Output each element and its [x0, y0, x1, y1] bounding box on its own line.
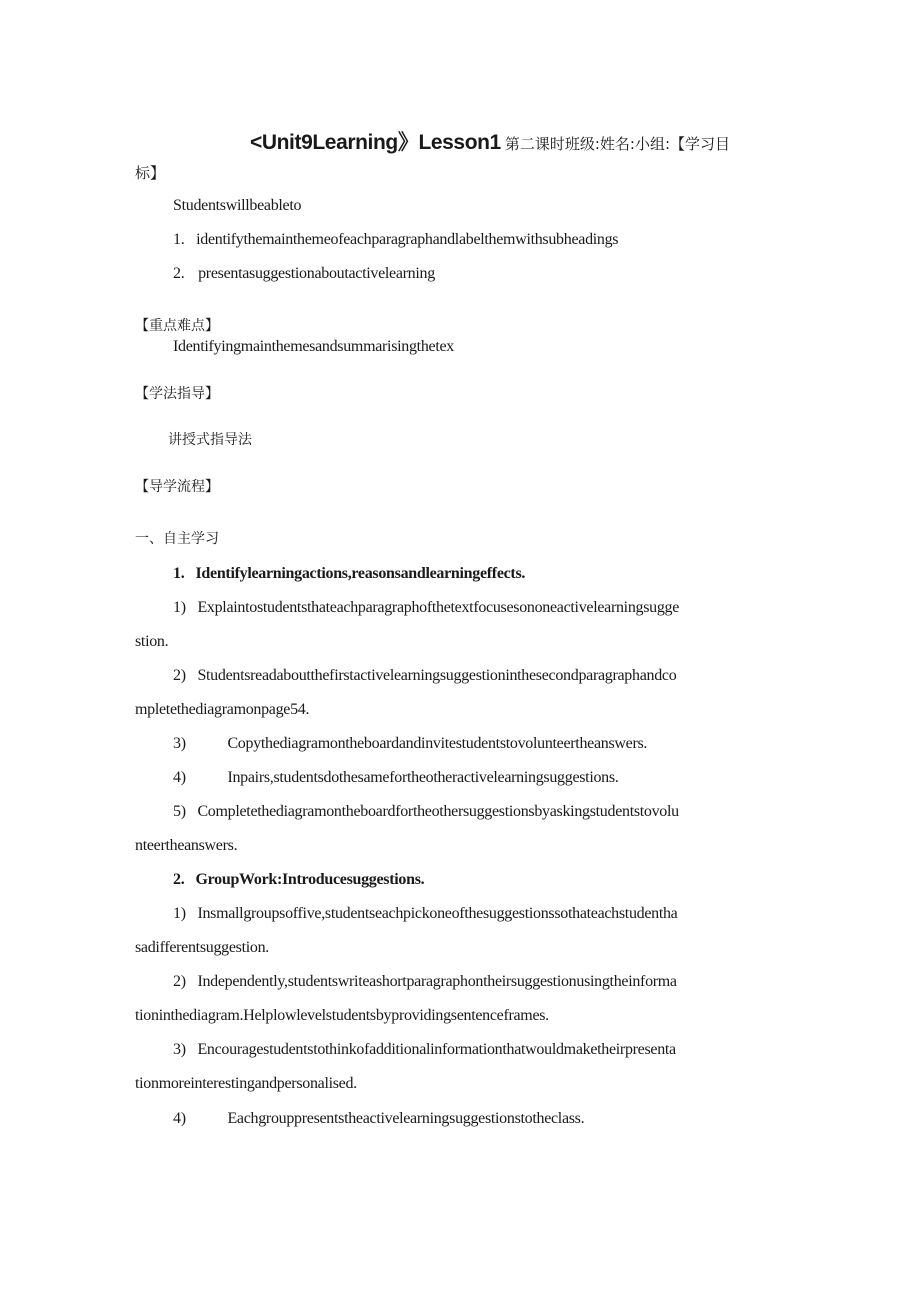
step-num: 4): [173, 1110, 186, 1127]
task2-step-2-cont: tioninthediagram.Helplowlevelstudentsbyprovidingsentenceframes.: [135, 1007, 549, 1024]
objective-text: presentasuggestionaboutactivelearning: [198, 265, 435, 282]
step-num: 5): [173, 803, 186, 820]
title-main: <Unit9Learning》Lesson1: [250, 131, 501, 154]
objective-item-2: [173, 265, 435, 283]
step-num: 3): [173, 735, 186, 752]
task1-step-2-cont: mpletethediagramonpage54.: [135, 701, 310, 718]
key-points-text: Identifyingmainthemesandsummarisingthetex: [173, 338, 454, 355]
task2-title: 2. GroupWork:Introducesuggestions.: [173, 871, 425, 888]
objective-item-1: [173, 231, 618, 249]
step-text: Inpairs,studentsdothesamefortheotheractivelearningsuggestions.: [227, 769, 619, 786]
step-text: Explaintostudentsthateachparagraphofthetextfocusesononeactivelearningsugge: [197, 599, 680, 616]
task2-step-4: [173, 1110, 584, 1128]
key-points-heading: 【重点难点】: [135, 318, 219, 334]
process-heading: 【导学流程】: [135, 479, 219, 495]
step-num: 1): [173, 905, 186, 922]
step-num: 3): [173, 1041, 186, 1058]
section1-heading: 一、自主学习: [135, 531, 219, 547]
task1-step-5: [173, 803, 679, 821]
objective-num: 2.: [173, 265, 185, 282]
task2-step-1: [173, 905, 678, 923]
step-text: Encouragestudentstothinkofadditionalinformationthatwouldmaketheirpresenta: [197, 1041, 676, 1058]
objective-num: 1.: [173, 231, 185, 248]
task2-step-1-cont: sadifferentsuggestion.: [135, 939, 269, 956]
task1-step-3: [173, 735, 647, 753]
step-text: Insmallgroupsoffive,studentseachpickoneofthesuggestionssothateachstudentha: [197, 905, 678, 922]
page-title: [250, 126, 730, 156]
task1-step-2: [173, 667, 676, 685]
objective-text: identifythemainthemeofeachparagraphandlabelthemwithsubheadings: [196, 231, 619, 248]
task2-step-3-cont: tionmoreinterestingandpersonalised.: [135, 1075, 357, 1092]
step-text: Independently,studentswriteashortparagraphontheirsuggestionusingtheinforma: [197, 973, 677, 990]
method-text: 讲授式指导法: [168, 432, 252, 448]
task1-step-1-cont: stion.: [135, 633, 169, 650]
title-meta: 第二课时班级:姓名:小组:【学习目: [504, 135, 731, 153]
task1-step-5-cont: nteertheanswers.: [135, 837, 238, 854]
objectives-intro: Studentswillbeableto: [173, 197, 302, 214]
method-heading: 【学法指导】: [135, 386, 219, 402]
step-num: 1): [173, 599, 186, 616]
task2-step-2: [173, 973, 677, 991]
step-text: Completethediagramontheboardfortheothersuggestionsbyaskingstudentstovolu: [197, 803, 679, 820]
step-num: 2): [173, 667, 186, 684]
step-num: 2): [173, 973, 186, 990]
task2-step-3: [173, 1041, 676, 1059]
task1-step-4: [173, 769, 619, 787]
title-wrap: 标】: [135, 164, 166, 182]
task1-step-1: [173, 599, 679, 617]
step-text: Copythediagramontheboardandinvitestudentstovolunteertheanswers.: [227, 735, 648, 752]
task1-title: 1. Identifylearningactions,reasonsandlearningeffects.: [173, 565, 526, 582]
step-text: Studentsreadaboutthefirstactivelearningsuggestioninthesecondparagraphandco: [197, 667, 677, 684]
step-num: 4): [173, 769, 186, 786]
step-text: Eachgrouppresentstheactivelearningsuggestionstotheclass.: [227, 1110, 585, 1127]
